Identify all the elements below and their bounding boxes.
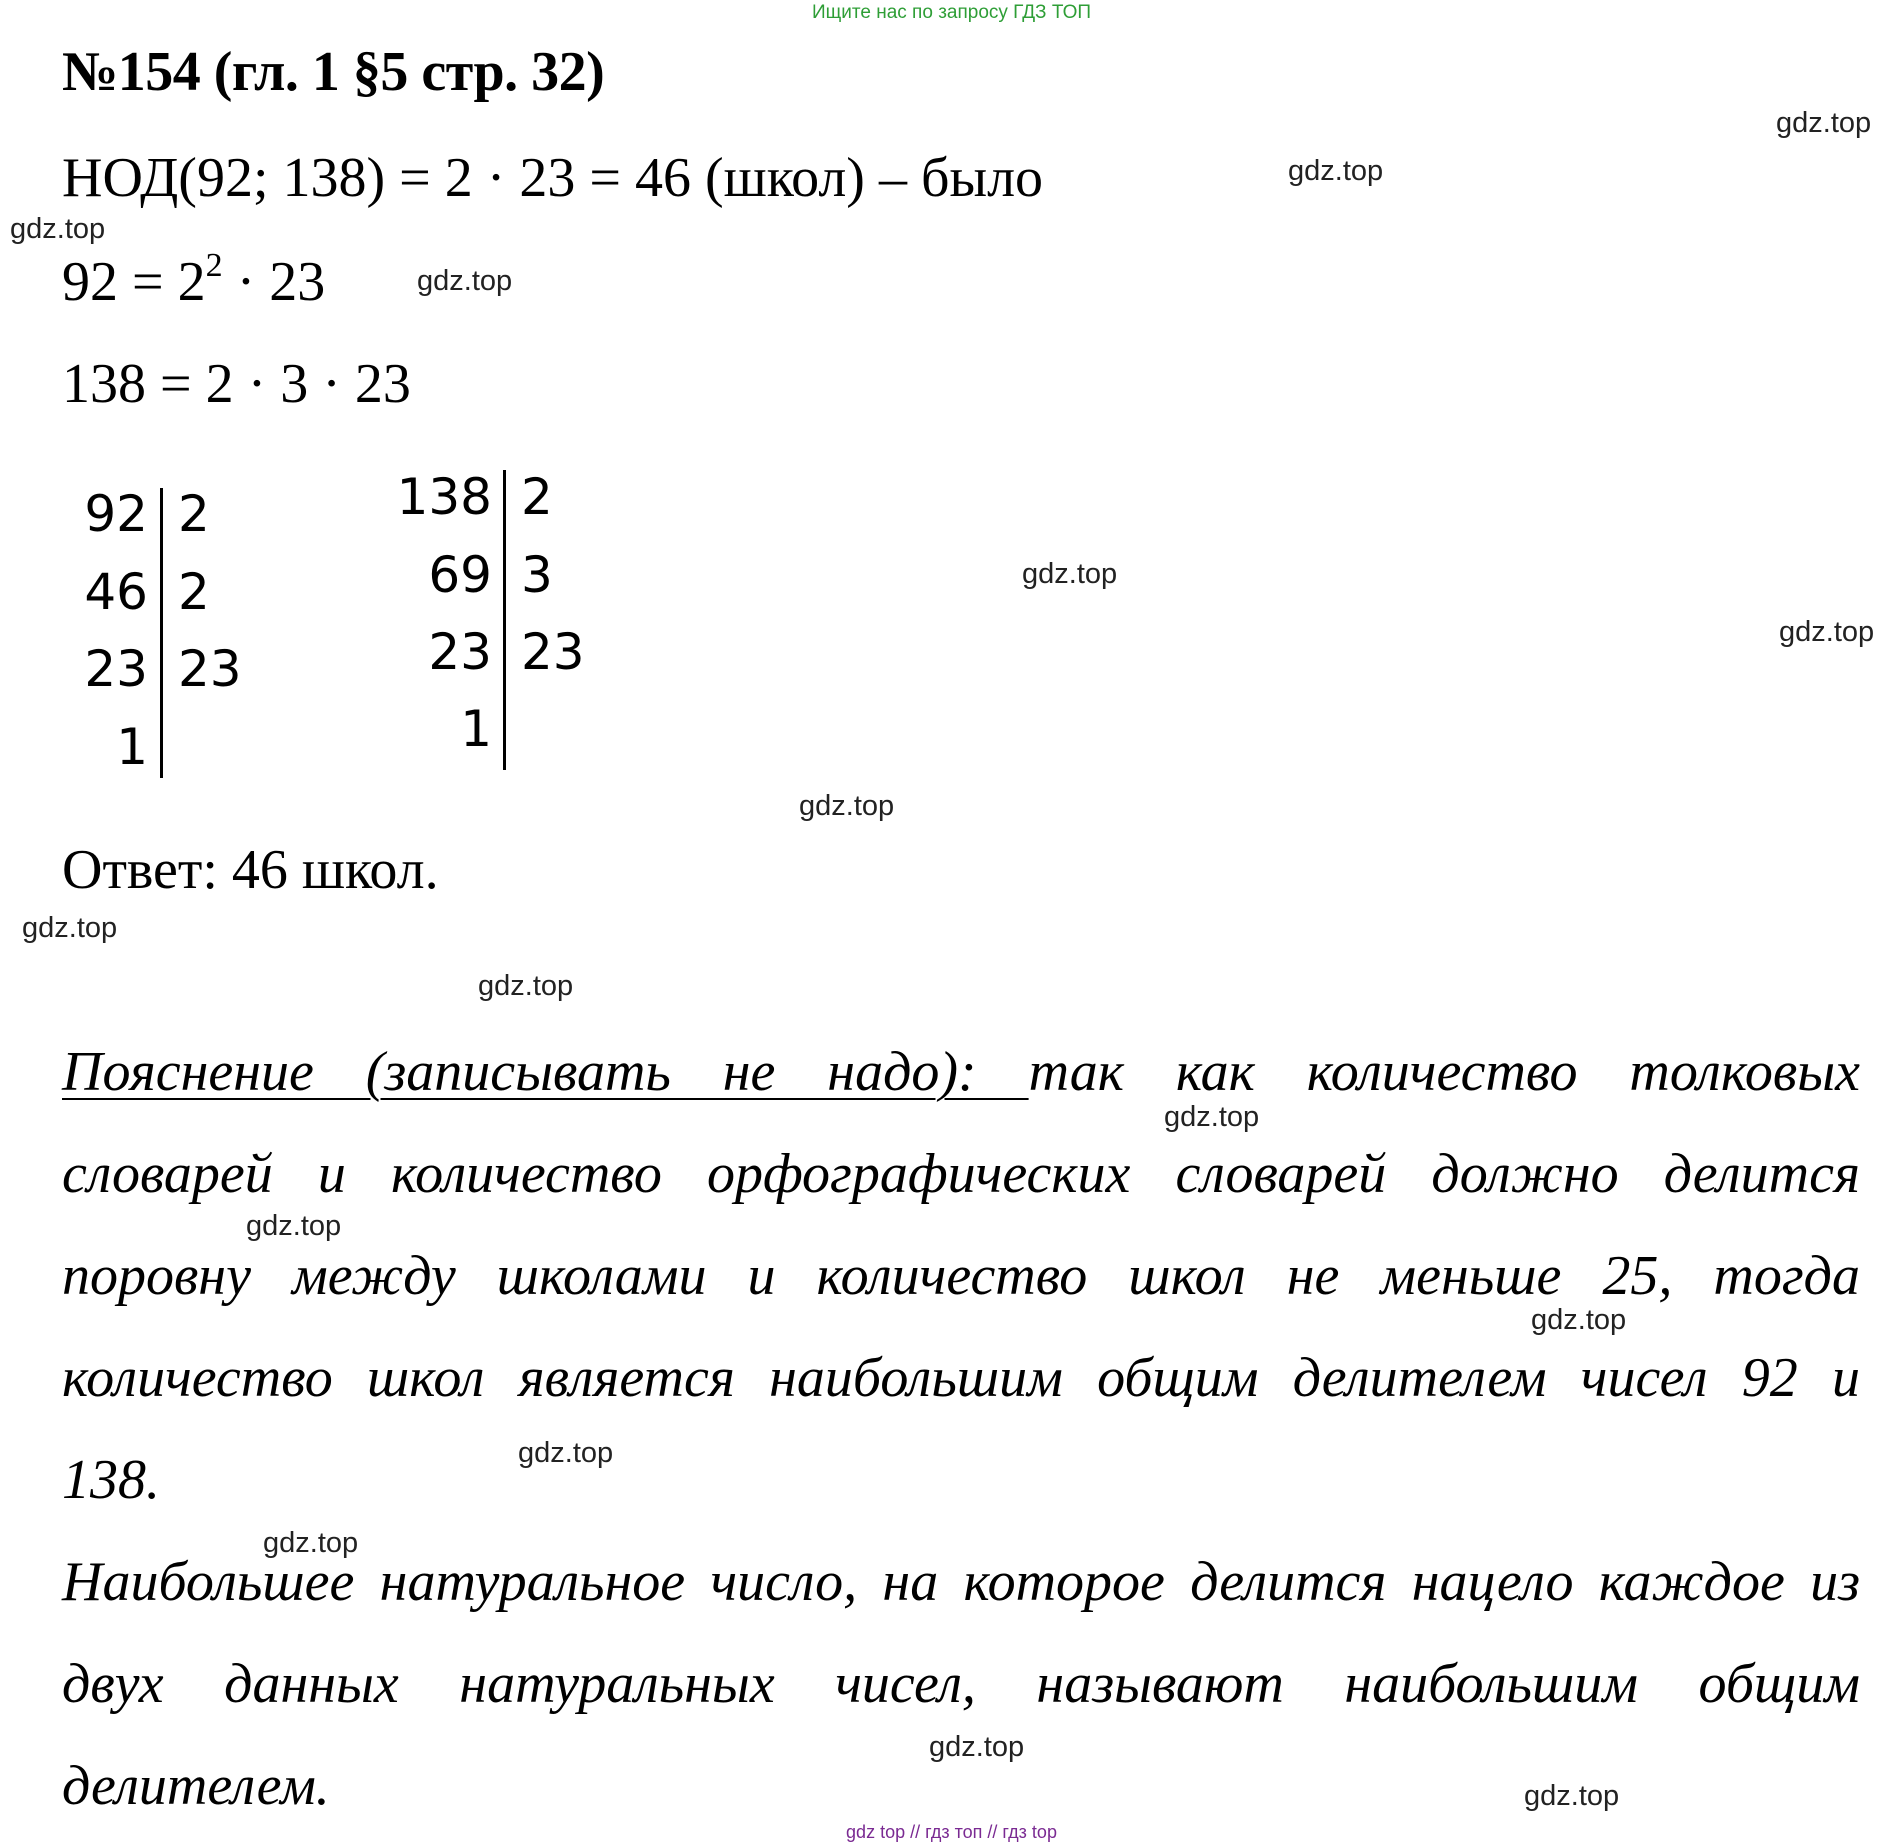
definition-line: делителем.: [62, 1755, 330, 1817]
watermark: gdz.top: [518, 1437, 614, 1469]
factorization-138-line: 138 = 2 · 3 · 23: [62, 353, 411, 415]
factorization-92-line: [62, 247, 326, 314]
divisor: 2: [521, 468, 553, 526]
exercise-title: №154 (гл. 1 §5 стр. 32): [62, 41, 605, 103]
watermark: gdz.top: [22, 912, 118, 944]
top-banner: Ищите нас по запросу ГДЗ ТОП: [811, 2, 1092, 23]
division-line: [503, 470, 506, 770]
dividend: 92: [84, 485, 148, 543]
divisor: 2: [178, 485, 210, 543]
explanation-line: словарей и количество орфографических словарей должно делится: [62, 1143, 1860, 1205]
explanation-line: поровну между школами и количество школ не меньше 25, тогда: [62, 1245, 1860, 1307]
explanation-line: количество школ является наибольшим общим делителем чисел 92 и: [62, 1347, 1860, 1409]
dividend: 46: [84, 563, 148, 621]
watermark: gdz.top: [478, 970, 574, 1002]
footer-watermark: gdz top // гдз топ // гдз top: [846, 1822, 1057, 1842]
watermark: gdz.top: [799, 790, 895, 822]
dividend: 69: [428, 546, 492, 604]
divisor: 3: [521, 546, 553, 604]
definition-line: двух данных натуральных чисел, называют наибольшим общим: [62, 1653, 1860, 1715]
gcd-line: НОД(92; 138) = 2 · 23 = 46 (школ) – было: [62, 147, 1044, 209]
answer-line: Ответ: 46 школ.: [62, 839, 439, 901]
definition-line: Наибольшее натуральное число, на которое делится нацело каждое из: [62, 1551, 1860, 1613]
factorization-92-base: 92 = 2: [62, 251, 206, 313]
dividend: 23: [428, 623, 492, 681]
watermark: gdz.top: [1164, 1101, 1260, 1133]
watermark: gdz.top: [246, 1210, 342, 1242]
divisor: 23: [521, 623, 585, 681]
dividend: 1: [460, 700, 492, 758]
watermark: gdz.top: [417, 265, 513, 297]
watermark: gdz.top: [263, 1527, 359, 1559]
watermark: gdz.top: [1022, 558, 1118, 590]
watermark: gdz.top: [1524, 1780, 1620, 1812]
explanation-line: 138.: [62, 1449, 160, 1511]
watermark: gdz.top: [1779, 616, 1875, 648]
watermark: gdz.top: [1288, 155, 1384, 187]
factorization-92-exponent: 2: [205, 247, 223, 284]
explanation-line: Пояснение (записывать не надо): так как количество толковых: [62, 1041, 1860, 1103]
factorization-92-rest: · 23: [222, 251, 326, 313]
divisor: 23: [178, 640, 242, 698]
watermark: gdz.top: [1531, 1304, 1627, 1336]
dividend: 1: [116, 718, 148, 776]
explanation-label: Пояснение (записывать не надо):: [62, 1041, 1029, 1103]
dividend: 138: [396, 468, 492, 526]
divisor: 2: [178, 563, 210, 621]
watermark: gdz.top: [10, 213, 106, 245]
watermark: gdz.top: [1776, 107, 1872, 139]
watermark: gdz.top: [929, 1731, 1025, 1763]
dividend: 23: [84, 640, 148, 698]
division-line: [160, 488, 163, 778]
